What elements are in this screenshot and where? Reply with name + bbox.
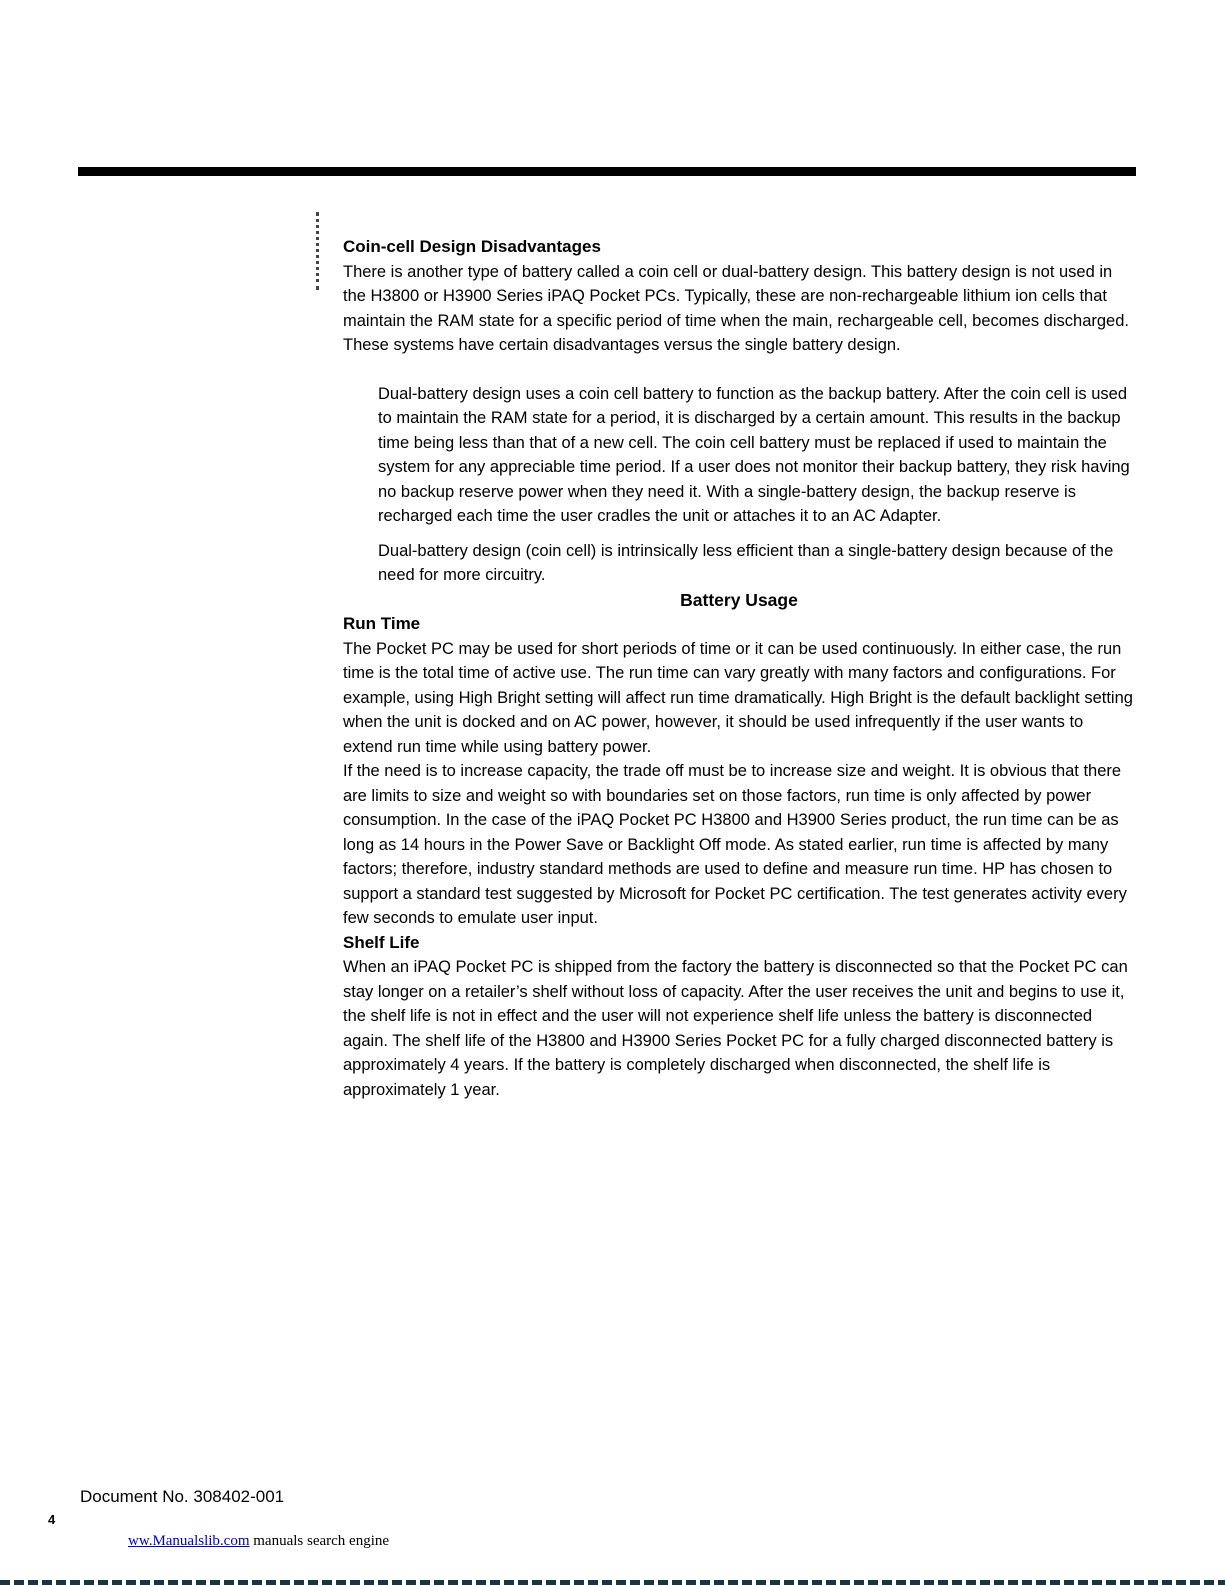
paragraph-dual-battery-backup: Dual-battery design uses a coin cell battery to function as the backup battery. After the coin cell is used to maintain the RAM state for a period, it is discharged by a certain amount. This results in the backup time being less than that of a new cell. The coin cell battery must be replaced if used to maintain the system for any appreciable time period. If a user does not monitor their backup battery, they risk having no backup reserve power when they need it. With a single-battery design, the backup reserve is recharged each time the user cradles the unit or attaches it to an AC Adapter.: [378, 384, 1130, 525]
paragraph-coin-cell-intro: There is another type of battery called a coin cell or dual-battery design. This battery design is not used in the H3800 or H3900 Series iPAQ Pocket PCs. Typically, these are non-rechargeable lithium ion cells that maintain the RAM state for a specific period of time when the main, rechargeable cell, becomes discharged. These systems have certain disadvantages versus the single battery design.: [343, 262, 1129, 354]
paragraph-shelf-life: When an iPAQ Pocket PC is shipped from the factory the battery is disconnected so that the Pocket PC can stay longer on a retailer’s shelf without loss of capacity. After the user receives the unit and begins to use it, the shelf life is not in effect and the user will not experience shelf life unless the battery is disconnected again. The shelf life of the H3800 and H3900 Series Pocket PC for a fully charged disconnected battery is approximately 4 years. If the battery is completely discharged when disconnected, the shelf life is approximately 1 year.: [343, 958, 1128, 1099]
document-number: Document No. 308402-001: [80, 1487, 285, 1506]
indented-paragraph-group: [378, 382, 1135, 588]
dotted-margin-line: [316, 212, 319, 290]
page-content: [343, 235, 1135, 1102]
paragraph-run-time-1: The Pocket PC may be used for short periods of time or it can be used continuously. In either case, the run time is the total time of active use. The run time can vary greatly with many factors and configurations. For example, using High Bright setting will affect run time dramatically. High Bright is the default backlight setting when the unit is docked and on AC power, however, it should be used infrequently if the user wants to extend run time while using battery power.: [343, 639, 1133, 756]
heading-shelf-life: Shelf Life: [343, 932, 420, 952]
heading-run-time: Run Time: [343, 614, 421, 633]
heading-coin-cell-disadvantages: Coin-cell Design Disadvantages: [343, 237, 601, 256]
manualslib-tagline: manuals search engine: [249, 1533, 390, 1549]
bottom-scan-edge: [0, 1580, 1225, 1585]
manualslib-link[interactable]: ww.Manualslib.com: [128, 1533, 250, 1549]
heading-battery-usage: Battery Usage: [680, 589, 798, 610]
paragraph-run-time-2: If the need is to increase capacity, the trade off must be to increase size and weight. It is obvious that there are limits to size and weight so with boundaries set on those factors, run time is only affected by power consumption. In the case of the iPAQ Pocket PC H3800 and H3900 Series product, the run time can be as long as 14 hours in the Power Save or Backlight Off mode. As stated earlier, run time is affected by many factors; therefore, industry standard methods are used to define and measure run time. HP has chosen to support a standard test suggested by Microsoft for Pocket PC certification. The test generates activity every few seconds to emulate user input.: [343, 762, 1127, 927]
manualslib-watermark: [128, 1533, 389, 1550]
top-rule: [78, 167, 1136, 176]
page-number: 4: [48, 1512, 56, 1527]
paragraph-dual-battery-efficiency: Dual-battery design (coin cell) is intrinsically less efficient than a single-battery design because of the need for more circuitry.: [378, 541, 1114, 584]
